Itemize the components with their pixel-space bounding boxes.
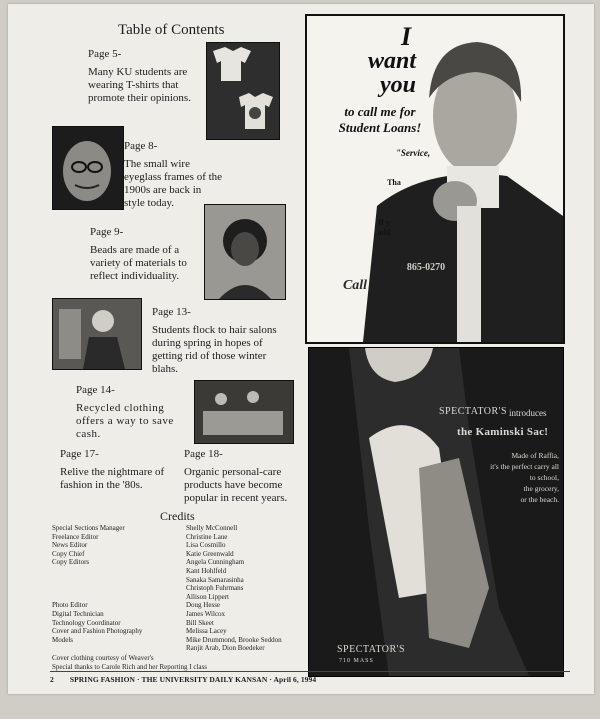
credit-role: Digital Technician	[52, 609, 104, 618]
toc-page-9: Page 9-	[90, 226, 124, 238]
ad2-desc-line: the grocery,	[523, 484, 559, 493]
toc-page-17: Page 17-	[60, 448, 99, 460]
ad1-mid1: Tha	[387, 178, 401, 187]
credit-role: Copy Editors	[52, 558, 90, 567]
ad2-brand: SPECTATOR'S	[439, 406, 508, 417]
toc-page-18: Page 18-	[184, 448, 223, 460]
credit-role: Photo Editor	[52, 601, 88, 610]
page-number: 2	[50, 675, 54, 684]
toc-text-8: The small wire eyeglass frames of the 1900s are back in style today.	[124, 158, 223, 209]
salon-photo	[52, 298, 142, 370]
ad1-line-i: I	[400, 22, 412, 51]
toc-title: Table of Contents	[118, 22, 225, 38]
credit-role: News Editor	[52, 541, 88, 550]
ad2-desc-line: to school,	[529, 473, 559, 482]
ad1-line-you: you	[380, 72, 416, 98]
credits-roles	[52, 524, 182, 644]
credit-name: Allison Lippert	[186, 592, 229, 601]
ad1-phone: 865-0270	[406, 262, 446, 273]
credit-name: Melissa Lacey	[186, 627, 227, 636]
model-with-bag-photo	[309, 348, 563, 676]
credit-role: Special Sections Manager	[52, 524, 125, 532]
ad2-desc-line: or the beach.	[520, 495, 559, 504]
footer-text: SPRING FASHION · THE UNIVERSITY DAILY KANSAN · April 6, 1994	[69, 675, 317, 684]
ad1-mid2: If y	[378, 218, 390, 227]
credit-role: Models	[52, 635, 73, 644]
credits-names	[186, 524, 306, 653]
credit-name: Ranjit Arab, Dion Boedeker	[186, 644, 265, 653]
ad2-logo: SPECTATOR'S	[337, 644, 406, 655]
ad2-description	[459, 450, 559, 505]
toc-text-18: Organic personal-care products have become popular in recent years.	[184, 466, 288, 504]
toc-text-17: Relive the nightmare of fashion in the '80s.	[60, 466, 165, 491]
ad2-desc-line: it's the perfect carry all	[490, 462, 559, 471]
footer-rule	[50, 671, 570, 672]
credit-note: Cover clothing courtesy of Weaver's	[52, 654, 154, 662]
credit-name: Lisa Cosmillo	[186, 541, 226, 550]
credit-role: Technology Coordinator	[52, 618, 121, 627]
credits-title: Credits	[160, 509, 195, 523]
credit-role: Cover and Fashion Photography	[52, 627, 143, 636]
toc-page-5: Page 5-	[88, 48, 122, 60]
eyeglasses-photo	[52, 126, 124, 210]
page-footer	[50, 675, 316, 684]
credit-name: Doug Hesse	[186, 601, 221, 610]
credits-notes	[52, 654, 302, 671]
credit-name: Shelly McConnell	[186, 524, 238, 532]
beads-photo	[204, 204, 286, 300]
toc-text-13: Students flock to hair salons during spring in hopes of getting rid of those winter blahs.	[152, 324, 277, 375]
recycled-clothing-photo	[194, 380, 294, 444]
credit-role: Freelance Editor	[52, 532, 99, 541]
newspaper-page	[8, 4, 594, 694]
credit-name: Katie Greenwald	[186, 549, 234, 558]
credit-role: Copy Chief	[52, 549, 85, 558]
credit-name: Christine Laue	[186, 532, 228, 541]
ad2-desc-line: Made of Raffia,	[511, 451, 559, 460]
toc-text-9: Beads are made of a variety of materials to reflect individuality.	[90, 244, 187, 282]
toc-page-8: Page 8-	[124, 140, 158, 152]
toc-page-14: Page 14-	[76, 384, 115, 396]
ad1-line-call: to call me for	[344, 104, 416, 119]
student-loans-ad	[305, 14, 565, 344]
credit-name: Christoph Fuhrmans	[186, 584, 244, 593]
tshirt-photo	[206, 42, 280, 140]
credit-name: Angela Cunningham	[186, 558, 245, 567]
ad1-line-want: want	[367, 48, 417, 74]
ad1-line-loans: Student Loans!	[338, 120, 422, 135]
ad1-mid3: add	[377, 228, 391, 237]
ad1-call-label: Call	[342, 278, 368, 293]
toc-text-14: Recycled clothing offers a way to save cash.	[76, 402, 174, 440]
spectators-ad	[308, 347, 564, 677]
toc-text-5: Many KU students are wearing T-shirts that promote their opinions.	[88, 66, 191, 104]
credit-name: Kant Hohlfeld	[186, 566, 227, 575]
ad2-intro: introduces	[509, 408, 547, 418]
toc-page-13: Page 13-	[152, 306, 191, 318]
credit-note: Special thanks to Carole Rich and her Reporting I class	[52, 662, 207, 671]
credit-name: Bill Skeet	[186, 618, 214, 627]
credit-spacer	[52, 567, 182, 601]
ad2-logo-sub: 710 MASS	[339, 658, 374, 664]
ad2-product: the Kaminski Sac!	[457, 426, 549, 438]
credit-name: Mike Drummond, Brooke Seddon	[186, 635, 282, 644]
credit-name: James Wilcox	[186, 609, 226, 618]
ad1-quote: "Service,	[395, 148, 431, 158]
credit-name: Sanaka Samarasinha	[186, 575, 244, 584]
